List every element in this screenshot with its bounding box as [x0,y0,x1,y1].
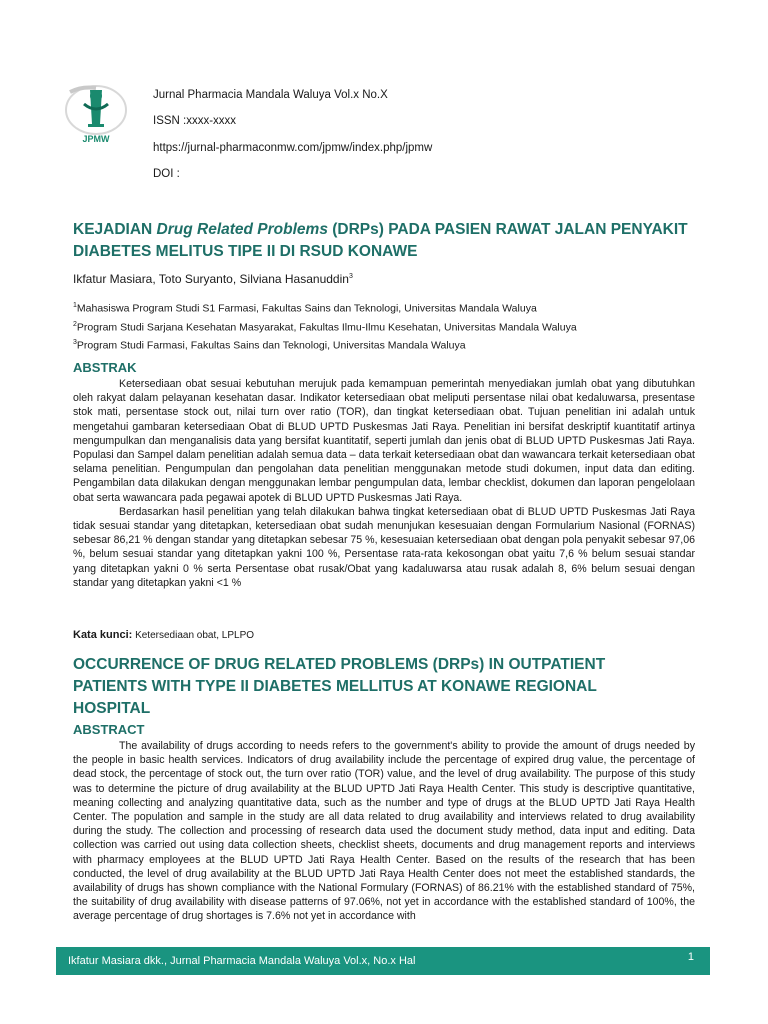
page-footer [56,947,710,975]
journal-logo [62,80,130,148]
abstract-heading: ABSTRACT [73,722,145,737]
keywords-value: Ketersediaan obat, LPLPO [132,630,255,641]
affiliation-3: $^3$Program Studi Farmasi, Fakultas Sains dan Teknologi, Universitas Mandala Waluya [73,339,466,352]
abstract-body [73,739,695,946]
article-title-en: OCCURRENCE OF DRUG RELATED PROBLEMS (DRPs) IN OUTPATIENT PATIENTS WITH TYPE II DIABETES MELLITUS AT KONAWE REGIONAL HOSPITAL [73,656,606,717]
abstrak-paragraph-1: Ketersediaan obat sesuai kebutuhan merujuk pada kemampuan pemerintah menyediakan jumlah obat yang dibutuhkan oleh rakyat dalam pelayanan kesehatan dasar. Indikator ketersediaan obat meliputi persentase nilai obat kedaluwarsa, presentase stok mati, persentase stock out, nilai turn over ratio (TOR), dan tingkat ketersediaan obat. Tujuan penelitian ini adalah untuk mengetahui gambaran ketersediaan Obat di BLUD UPTD Puskesmas Jati Raya. Penelitian ini bersifat deskriptif kuantitatif artinya mengumpulkan dan menganalisis data yang bersifat kuantitatif, seperti jumlah dan jenis obat di BLUD UPTD Puskesmas Jati Raya. Populasi dan Sampel dalam penelitian adalah semua data – data terkait ketersediaan obat dan wawancara terkait ketersediaan obat selama penelitian. Pengumpulan dan pengolahan data penelitian menggunakan metode studi dokumen, input data dan editing. Pengambilan data dilakukan dengan menggunakan lembar pengumpulan data, lembar checklist, dokumen dan laporan pengelolaan obat serta wawancara pada pegawai apotek di BLUD UPTD Puskesmas Jati Raya. [73,378,695,504]
abstrak-paragraph-2: Berdasarkan hasil penelitian yang telah dilakukan bahwa tingkat ketersediaan obat di BLUD UPTD Puskesmas Jati Raya tidak sesuai standar yang ditetapkan, ketersediaan obat sudah menunjukan kesesuaian dengan Formularium Nasional (FORNAS) sebesar 86,21 % dengan standar yang ditetapkan sebesar 75 %, kesesuaian ketersediaan obat dengan pola penyakit sebesar 97,06 %, belum sesuai standar yang ditetapkan yakni 100 %, Persentase rata-rata kekosongan obat yaitu 7,6 % belum sesuai standar yang ditetapkan yakni 0 % serta Persentase obat rusak/Obat yang kadaluwarsa atau rusak adalah 8, 6% belum sesuai dengan standar yang ditetapkan yakni <1 % [73,505,695,589]
keywords [73,629,254,641]
title-id-italic: Drug Related Problems [156,221,328,238]
keywords-label: Kata kunci: [73,629,133,641]
abstrak-heading: ABSTRAK [73,360,137,375]
affiliation-1: $^1$Mahasiswa Program Studi S1 Farmasi, Fakultas Sains dan Teknologi, Universitas Mandala Waluya [73,302,537,315]
page-number: 1 [687,951,694,963]
journal-name: Jurnal Pharmacia Mandala Waluya Vol.x No.X [153,89,388,101]
journal-issn: ISSN :xxxx-xxxx [153,115,237,128]
journal-doi: DOI : [153,167,180,180]
author-names: Ikfatur Masiara, Toto Suryanto, Silviana Hasanuddin [73,272,349,286]
abstract-paragraph-1: The availability of drugs according to needs refers to the government's ability to provide the amount of drugs needed by the people in basic health services. Indicators of drug availability include the percentage of expired drug value, the percentage of dead stock, the percentage of stock out, the turn over ratio (TOR) value, and the level of drug availability. The purpose of this study was to determine the picture of drug availability at the BLUD UPTD Jati Raya Health Center. This study is descriptive quantitative, meaning collecting and analyzing quantitative data, such as the number and type of drugs at the BLUD UPTD Jati Raya Health Center. The population and sample in the study are all data related to drug availability and interviews related to drug availability during the study. The collection and processing of research data used the document study method, data input and editing. Data collection was carried out using data collection sheets, checklist sheets, documents and drug management reports and interviews with pharmacy employees at the BLUD UPTD Jati Raya Health Center. Based on the results of the research that has been conducted, the level of drug availability at the BLUD UPTD Jati Raya Health Center does not meet the established standards, the availability of drugs has shown compliance with the National Formulary (FORNAS) of 86.21% with the established standard of 75%, the suitability of drug availability with disease patterns of 97.06%, not yet in accordance with the established standard of 100%, the average percentage of drug shortages is 7.6% not yet in accordance with [73,740,695,923]
journal-url[interactable]: https://jurnal-pharmaconmw.com/jpmw/index.php/jpmw [153,141,433,154]
title-id-part1: KEJADIAN [73,221,157,238]
abstrak-body [73,377,695,590]
affiliations [73,298,577,354]
article-title-id [73,219,713,263]
journal-info [153,82,432,187]
footer-citation: Ikfatur Masiara dkk., Jurnal Pharmacia Mandala Waluya Vol.x, No.x Hal [68,955,416,967]
authors [73,272,353,286]
affiliation-2: $^2$Program Studi Sarjana Kesehatan Masyarakat, Fakultas Ilmu-Ilmu Kesehatan, Universitas Mandala Waluya [73,320,577,333]
author-sup: 3 [348,273,353,280]
title-id-part2: (DRPs) PADA PASIEN RAWAT JALAN PENYAKIT DIABETES MELITUS TIPE II DI RSUD KONAWE [73,221,688,260]
logo-text: JPMW [82,134,110,144]
